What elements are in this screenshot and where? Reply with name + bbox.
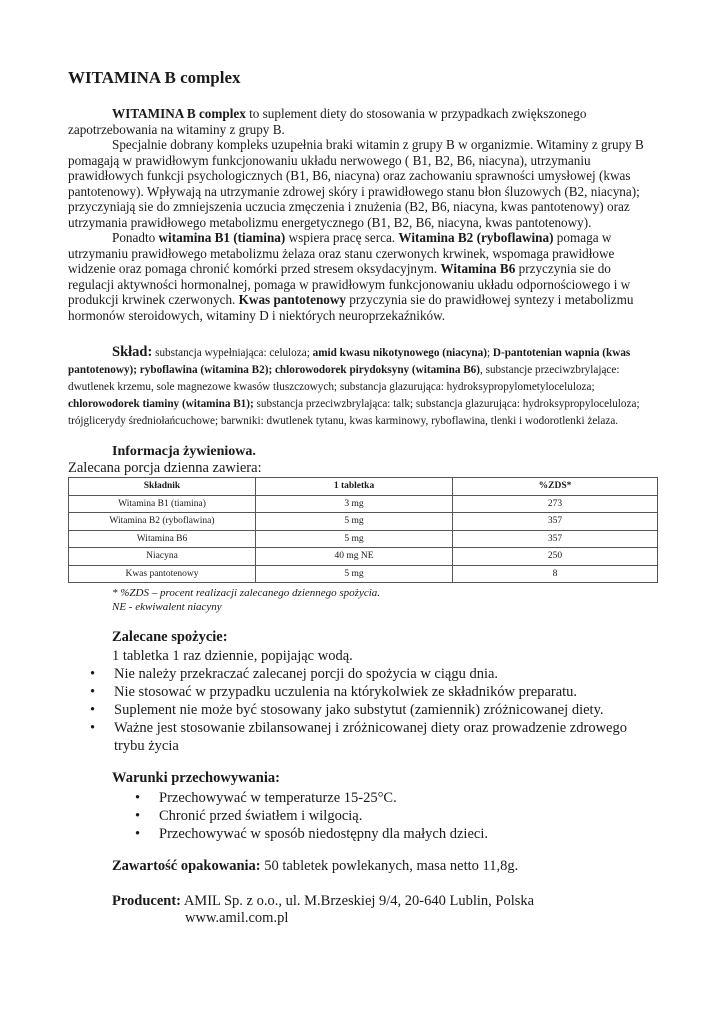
table-cell: Witamina B1 (tiamina) xyxy=(69,495,256,513)
table-cell: 3 mg xyxy=(256,495,453,513)
list-item-text: Przechowywać w temperaturze 15-25°C. xyxy=(159,790,397,806)
bullet-icon: • xyxy=(135,826,141,842)
table-cell: Kwas pantotenowy xyxy=(69,565,256,583)
p3-text-i: przyczynia sie do prawidłowej syntezy i metabolizmu hormonów steroidowych, witaminy D i niektórych neuroprzekaźników. xyxy=(68,292,634,323)
table-cell: Niacyna xyxy=(69,548,256,566)
producer-label: Producent: xyxy=(112,893,182,909)
producer-website-link[interactable]: www.amil.com.pl xyxy=(185,910,289,926)
p3-bold-pantotenowy: Kwas pantotenowy xyxy=(238,292,346,307)
nutrition-subheading: Zalecana porcja dzienna zawiera: xyxy=(68,460,262,476)
table-cell: Witamina B2 (ryboflawina) xyxy=(69,513,256,531)
ingredients-label: Skład: xyxy=(112,344,153,360)
column-header-per-tablet: 1 tabletka xyxy=(256,478,453,496)
producer-address: AMIL Sp. z o.o., ul. M.Brzeskiej 9/4, 20-640 Lublin, Polska xyxy=(181,893,535,909)
footnote-rws: * %ZDS – procent realizacji zalecanego dziennego spożycia. xyxy=(112,587,381,599)
table-row xyxy=(69,530,658,548)
p3-bold-b2: Witamina B2 (ryboflawina) xyxy=(398,230,554,245)
list-item xyxy=(135,825,635,843)
list-item xyxy=(90,683,650,701)
footnote-ne: NE - ekwiwalent niacyny xyxy=(112,601,222,613)
ingredients-text-4: substancja przeciwzbrylająca: talk; substancja glazurująca: hydroksypropyloceluloza; trójglicerydy średniołańcuchowe; barwniki: dwutlenek tytanu, kwas karminowy, ryboflawina, tlenki i wodorotlenki żelaza. xyxy=(68,398,640,427)
ingredients-bold-3: chlorowodorek tiaminy (witamina B1); xyxy=(68,398,254,410)
p3-text-c: wspiera pracę serca. xyxy=(285,230,399,245)
table-cell: 8 xyxy=(453,565,658,583)
p3-text-e: pomaga w utrzymaniu prawidłowego metabolizmu żelaza oraz stanu czerwonych krwinek, wspomaga prawidłowe widzenie oraz pomaga chronić komórki przed stresem oksydacyjnym. xyxy=(68,230,615,276)
list-item-text: Ważne jest stosowanie zbilansowanej i zróżnicowanej diety oraz prowadzenie zdrowego trybu życia xyxy=(114,720,627,754)
intro-section xyxy=(68,106,658,323)
list-item xyxy=(135,789,635,807)
ingredients-text-1: substancja wypełniająca: celuloza; xyxy=(152,347,313,359)
table-row xyxy=(69,548,658,566)
intro-paragraph-1 xyxy=(68,106,658,137)
product-name: WITAMINA B complex xyxy=(112,106,246,121)
intro-p1-text: to suplement diety do stosowania w przypadkach zwiększonego zapotrzebowania na witaminy z grupy B. xyxy=(68,106,587,137)
ingredients-text-2: ; xyxy=(486,347,493,359)
list-item xyxy=(90,701,650,719)
list-item xyxy=(90,719,650,755)
p3-bold-b6: Witamina B6 xyxy=(440,261,516,276)
intro-paragraph-2: Specjalnie dobrany kompleks uzupełnia braki witamin z grupy B w organizmie. Witaminy z grupy B pomagają w prawidłowym funkcjonowaniu układu nerwowego ( B1, B2, B6, niacyna), utrzymaniu prawidłowych funkcji psychologicznych (B1, B6, niacyna) oraz zachowaniu sprawności umysłowej (kwas pantotenowy). Wpływają na utrzymanie zdrowej skóry i prawidłowego stanu błon śluzowych (B2, niacyna); przyczyniają sie do zmniejszenia uczucia zmęczenia i znużenia (B2, B6, niacyna, kwas pantotenowy) oraz utrzymania prawidłowego metabolizmu energetycznego (B1, B2, B6, niacyna, kwas pantotenowy). xyxy=(68,137,644,230)
list-item-text: Nie stosować w przypadku uczulenia na którykolwiek ze składników preparatu. xyxy=(114,684,578,700)
storage-heading: Warunki przechowywania: xyxy=(112,770,280,786)
column-header-rws: %ZDS* xyxy=(453,478,658,496)
bullet-icon: • xyxy=(90,720,96,736)
table-cell: 357 xyxy=(453,513,658,531)
table-row xyxy=(69,495,658,513)
table-cell: 5 mg xyxy=(256,565,453,583)
bullet-icon: • xyxy=(135,790,141,806)
usage-warnings-list xyxy=(90,665,650,755)
bullet-icon: • xyxy=(90,684,96,700)
storage-list xyxy=(135,789,635,843)
list-item-text: Przechowywać w sposób niedostępny dla małych dzieci. xyxy=(159,826,488,842)
package-contents xyxy=(112,857,518,875)
ingredients-text-3: , substancje przeciwzbrylające: dwutlenek krzemu, sole magnezowe kwasów tłuszczowych; substancja glazurująca: hydroksypropylometyloceluloza; xyxy=(68,364,620,393)
p3-text-g: przyczynia sie do regulacji aktywności hormonalnej, pomaga w prawidłowym funkcjonowaniu układu odpornościowego i w produkcji krwinek czerwonych. xyxy=(68,261,631,307)
producer-line xyxy=(112,892,534,910)
p3-text-a: Ponadto xyxy=(112,230,159,245)
usage-heading: Zalecane spożycie: xyxy=(112,629,228,645)
column-header-ingredient: Składnik xyxy=(69,478,256,496)
ingredients-bold-2: D-pantotenian wapnia (kwas pantotenowy); ryboflawina (witamina B2); chlorowodorek pirydoksyny (witamina B6) xyxy=(68,347,631,376)
table-row xyxy=(69,565,658,583)
intro-paragraph-3 xyxy=(68,230,658,323)
bullet-icon: • xyxy=(135,808,141,824)
table-footnotes xyxy=(112,586,380,614)
usage-dosage: 1 tabletka 1 raz dziennie, popijając wodą. xyxy=(112,648,353,664)
bullet-icon: • xyxy=(90,702,96,718)
ingredients-section xyxy=(68,344,658,430)
ingredients-bold-1: amid kwasu nikotynowego (niacyna) xyxy=(312,347,487,359)
document-title: WITAMINA B complex xyxy=(68,68,241,87)
bullet-icon: • xyxy=(90,666,96,682)
table-row xyxy=(69,513,658,531)
nutrition-heading: Informacja żywieniowa. xyxy=(112,444,256,459)
package-value: 50 tabletek powlekanych, masa netto 11,8g. xyxy=(260,858,519,874)
table-cell: 250 xyxy=(453,548,658,566)
list-item-text: Suplement nie może być stosowany jako substytut (zamiennik) zróżnicowanej diety. xyxy=(114,702,604,718)
nutrition-table-header xyxy=(69,478,658,496)
table-cell: 40 mg NE xyxy=(256,548,453,566)
p3-bold-b1: witamina B1 (tiamina) xyxy=(158,230,286,245)
list-item-text: Nie należy przekraczać zalecanej porcji do spożycia w ciągu dnia. xyxy=(114,666,499,682)
table-cell: 5 mg xyxy=(256,530,453,548)
table-cell: Witamina B6 xyxy=(69,530,256,548)
list-item xyxy=(135,807,635,825)
table-cell: 273 xyxy=(453,495,658,513)
list-item-text: Chronić przed światłem i wilgocią. xyxy=(159,808,363,824)
list-item xyxy=(90,665,650,683)
nutrition-table xyxy=(68,477,658,583)
package-label: Zawartość opakowania: xyxy=(112,858,261,874)
table-cell: 5 mg xyxy=(256,513,453,531)
table-cell: 357 xyxy=(453,530,658,548)
